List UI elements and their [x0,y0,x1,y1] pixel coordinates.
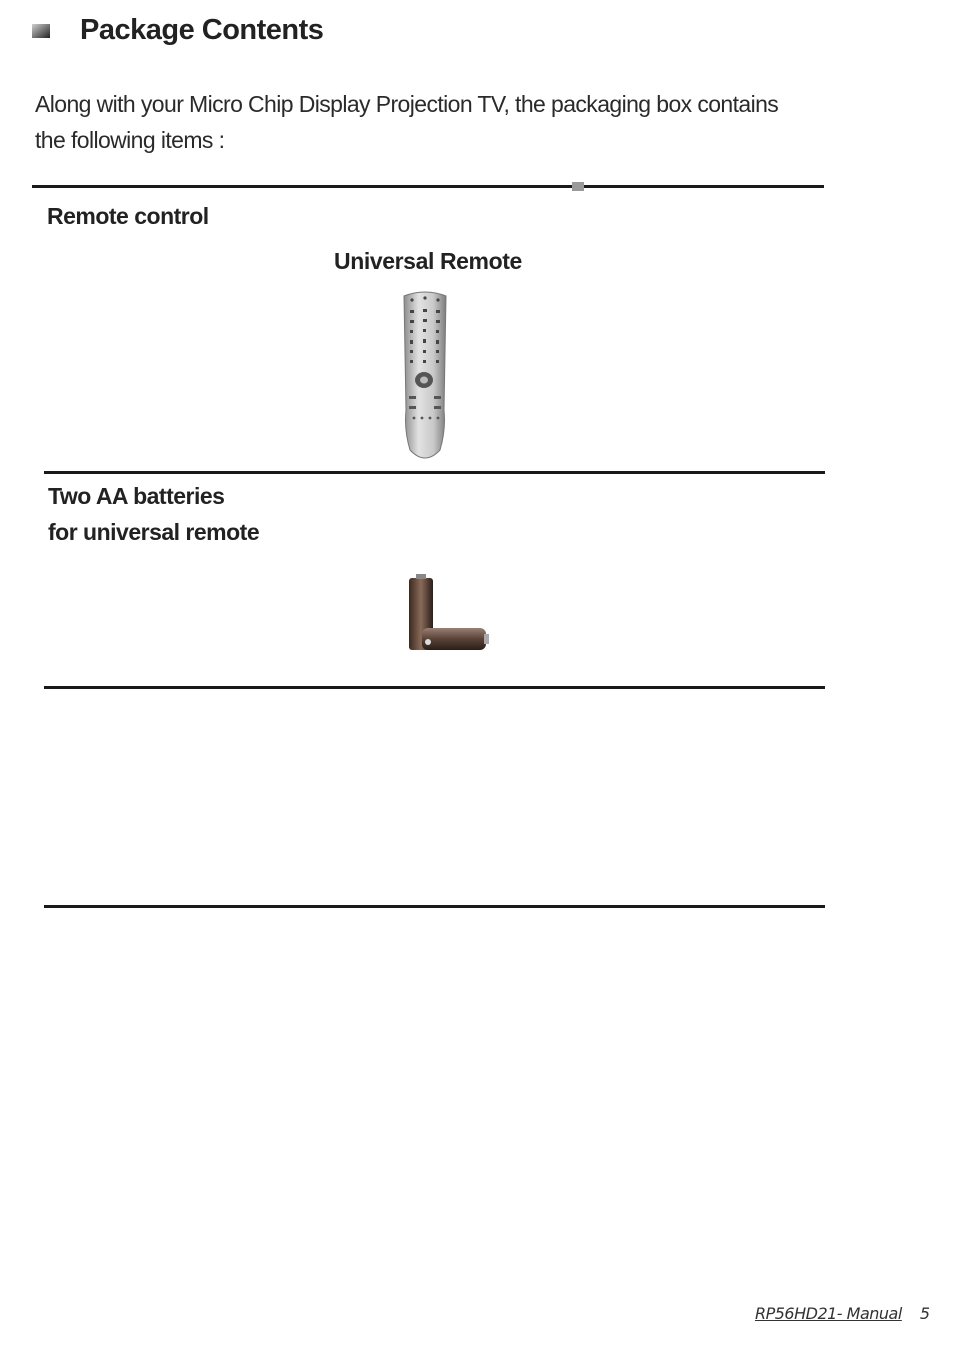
page-title: Package Contents [80,14,324,46]
divider [32,185,824,188]
remote-control-image [400,290,450,462]
item-caption-universal-remote: Universal Remote [334,248,522,274]
intro-paragraph: Along with your Micro Chip Display Projection TV, the packaging box contains the following items : [35,91,779,153]
aa-batteries-image [404,574,490,658]
page-footer [731,1304,930,1323]
item-label-line: Two AA batteries [48,483,225,509]
divider [44,471,825,474]
item-label-remote: Remote control [47,203,209,229]
item-label-batteries [48,478,259,550]
divider-marker [572,182,584,191]
footer-model-label: RP56HD21- Manual [754,1304,902,1323]
divider [44,905,825,908]
divider [44,686,825,689]
section-header [32,14,323,47]
item-label-line: for universal remote [48,519,260,545]
page-number: 5 [919,1304,930,1323]
square-bullet-icon [32,24,50,38]
